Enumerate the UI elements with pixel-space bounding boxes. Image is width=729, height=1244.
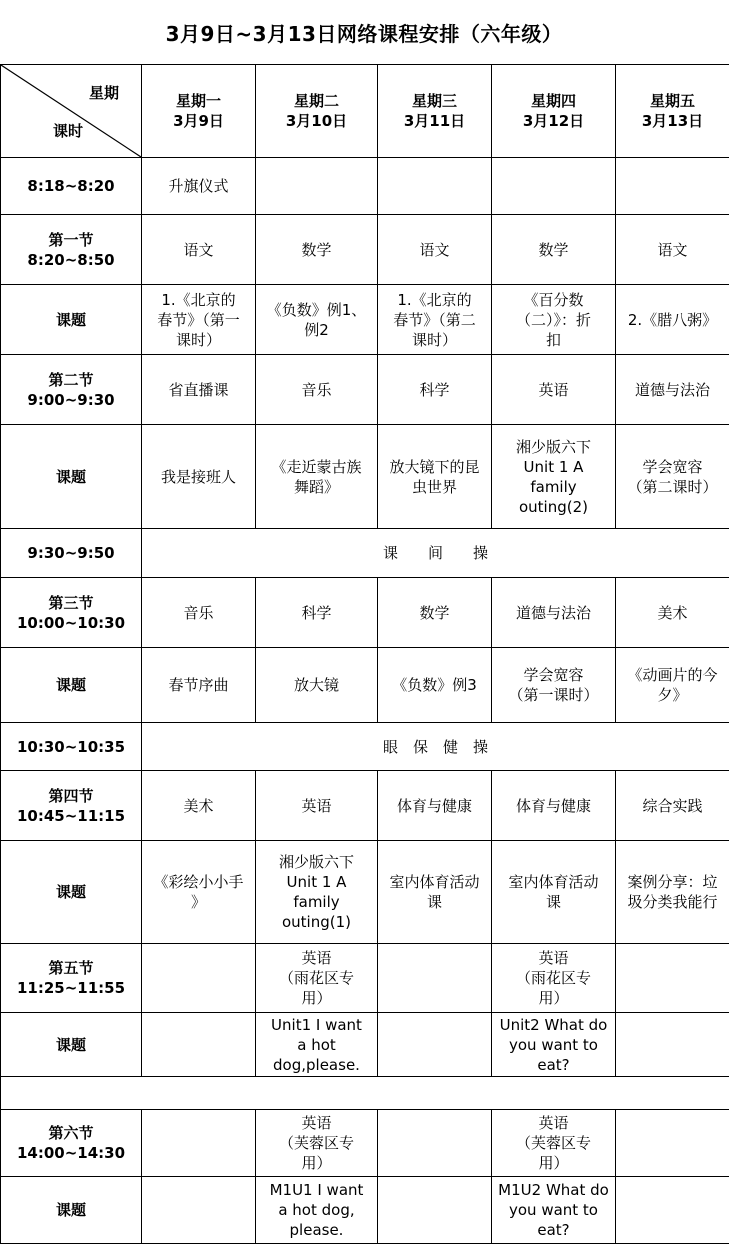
cell-line: 语文	[145, 240, 252, 260]
cell-line: （第一课时）	[495, 685, 612, 705]
cell-line: 我是接班人	[145, 467, 252, 487]
schedule-table	[0, 64, 729, 1244]
cell-line: 数学	[495, 240, 612, 260]
schedule-cell	[378, 841, 492, 944]
topic-label: 课题	[4, 882, 138, 902]
cell-line: 例2	[259, 320, 374, 340]
schedule-cell	[492, 1177, 616, 1244]
period-label	[1, 723, 142, 771]
day-date: 3月12日	[495, 111, 612, 131]
cell-line: 室内体育活动	[381, 872, 488, 892]
schedule-cell	[492, 578, 616, 648]
cell-line: 数学	[259, 240, 374, 260]
period-time: 10:30~10:35	[4, 737, 138, 757]
topic-label: 课题	[4, 1200, 138, 1220]
cell-line: 用）	[259, 1153, 374, 1173]
period-name: 第三节	[4, 593, 138, 613]
schedule-cell	[142, 648, 256, 723]
cell-line: 英语	[495, 948, 612, 968]
schedule-cell	[142, 355, 256, 425]
period-label	[1, 1013, 142, 1077]
schedule-cell	[616, 355, 729, 425]
cell-line: 美术	[145, 796, 252, 816]
period-label	[1, 841, 142, 944]
schedule-cell	[616, 944, 729, 1013]
schedule-cell	[616, 1110, 729, 1177]
day-header	[142, 65, 256, 158]
spacer-cell	[1, 1077, 729, 1110]
cell-line: 案例分享：垃	[619, 872, 726, 892]
spacer-row	[1, 1077, 729, 1110]
day-date: 3月11日	[381, 111, 488, 131]
day-date: 3月9日	[145, 111, 252, 131]
cell-line: 学会宽容	[619, 457, 726, 477]
cell-line: （芙蓉区专	[495, 1133, 612, 1153]
cell-line: family	[259, 892, 374, 912]
cell-line: 《百分数	[495, 290, 612, 310]
period-name: 第五节	[4, 958, 138, 978]
period-time: 9:00~9:30	[4, 390, 138, 410]
cell-line: a hot dog,	[259, 1200, 374, 1220]
cell-line: 英语	[259, 1113, 374, 1133]
topic-label: 课题	[4, 467, 138, 487]
cell-line: 春节》（第二	[381, 310, 488, 330]
cell-line: 《走近蒙古族	[259, 457, 374, 477]
period-label	[1, 771, 142, 841]
cell-line: 科学	[381, 380, 488, 400]
cell-line: 课	[381, 892, 488, 912]
cell-line: 英语	[259, 796, 374, 816]
cell-line: 圾分类我能行	[619, 892, 726, 912]
schedule-cell	[378, 648, 492, 723]
schedule-row	[1, 841, 729, 944]
schedule-row	[1, 648, 729, 723]
topic-label: 课题	[4, 310, 138, 330]
schedule-cell	[142, 1013, 256, 1077]
period-time: 8:20~8:50	[4, 250, 138, 270]
cell-line: M1U1 I want	[259, 1180, 374, 1200]
schedule-cell	[256, 215, 378, 285]
cell-line: eat?	[495, 1055, 612, 1075]
cell-line: 英语	[495, 1113, 612, 1133]
period-label	[1, 529, 142, 578]
cell-line: 用）	[259, 988, 374, 1008]
period-name: 第一节	[4, 230, 138, 250]
cell-line: 体育与健康	[495, 796, 612, 816]
day-weekday: 星期二	[259, 91, 374, 111]
cell-line: 春节序曲	[145, 675, 252, 695]
cell-line: 用）	[495, 1153, 612, 1173]
period-label	[1, 285, 142, 355]
period-label	[1, 578, 142, 648]
cell-line: （雨花区专	[495, 968, 612, 988]
schedule-row	[1, 1110, 729, 1177]
cell-line: 室内体育活动	[495, 872, 612, 892]
cell-line: 虫世界	[381, 477, 488, 497]
cell-line: 语文	[381, 240, 488, 260]
period-label	[1, 158, 142, 215]
schedule-cell	[378, 1110, 492, 1177]
schedule-cell	[142, 1110, 256, 1177]
cell-line: 学会宽容	[495, 665, 612, 685]
cell-line: 春节》（第一	[145, 310, 252, 330]
cell-line: 综合实践	[619, 796, 726, 816]
cell-line: 课	[495, 892, 612, 912]
period-label	[1, 1110, 142, 1177]
cell-line: 扣	[495, 330, 612, 350]
period-label	[1, 1177, 142, 1244]
cell-line: 美术	[619, 603, 726, 623]
day-weekday: 星期三	[381, 91, 488, 111]
schedule-cell	[256, 158, 378, 215]
period-label	[1, 944, 142, 1013]
cell-line: you want to	[495, 1200, 612, 1220]
schedule-cell	[256, 285, 378, 355]
schedule-row	[1, 355, 729, 425]
cell-line: 英语	[495, 380, 612, 400]
schedule-cell	[492, 944, 616, 1013]
cell-line: 《彩绘小小手	[145, 872, 252, 892]
cell-line: 课时）	[381, 330, 488, 350]
schedule-cell	[142, 944, 256, 1013]
cell-line: 音乐	[259, 380, 374, 400]
period-time: 8:18~8:20	[4, 176, 138, 196]
cell-line: M1U2 What do	[495, 1180, 612, 1200]
schedule-cell	[256, 1110, 378, 1177]
schedule-cell	[256, 355, 378, 425]
schedule-cell	[256, 425, 378, 529]
schedule-cell	[378, 944, 492, 1013]
cell-line: （雨花区专	[259, 968, 374, 988]
cell-line: 科学	[259, 603, 374, 623]
topic-label: 课题	[4, 675, 138, 695]
day-header	[256, 65, 378, 158]
schedule-cell	[378, 355, 492, 425]
schedule-cell	[616, 1177, 729, 1244]
header-row	[1, 65, 729, 158]
day-weekday: 星期五	[619, 91, 726, 111]
cell-line: outing(1)	[259, 912, 374, 932]
cell-line: 数学	[381, 603, 488, 623]
day-date: 3月13日	[619, 111, 726, 131]
cell-line: 湘少版六下	[495, 437, 612, 457]
cell-line: 用）	[495, 988, 612, 1008]
page-title: 3月9日~3月13日网络课程安排（六年级）	[0, 0, 728, 64]
schedule-cell	[256, 578, 378, 648]
break-activity-text: 课 间 操	[145, 543, 726, 563]
cell-line: 英语	[259, 948, 374, 968]
cell-line: Unit2 What do	[495, 1015, 612, 1035]
schedule-body	[1, 65, 729, 1244]
period-label	[1, 355, 142, 425]
period-time: 14:00~14:30	[4, 1143, 138, 1163]
cell-line: （芙蓉区专	[259, 1133, 374, 1153]
cell-line: Unit1 I want	[259, 1015, 374, 1035]
schedule-cell	[378, 425, 492, 529]
schedule-cell	[492, 1110, 616, 1177]
period-name: 第四节	[4, 786, 138, 806]
schedule-cell	[142, 1177, 256, 1244]
schedule-cell	[142, 841, 256, 944]
period-time: 10:00~10:30	[4, 613, 138, 633]
schedule-cell	[256, 771, 378, 841]
schedule-cell	[142, 578, 256, 648]
cell-line: outing(2)	[495, 497, 612, 517]
schedule-row	[1, 425, 729, 529]
schedule-row	[1, 771, 729, 841]
schedule-cell	[616, 215, 729, 285]
cell-line: 语文	[619, 240, 726, 260]
period-name: 第六节	[4, 1123, 138, 1143]
cell-line: 《动画片的今	[619, 665, 726, 685]
schedule-cell	[616, 1013, 729, 1077]
schedule-row	[1, 285, 729, 355]
schedule-cell	[492, 355, 616, 425]
schedule-row	[1, 578, 729, 648]
schedule-cell	[256, 944, 378, 1013]
period-label	[1, 425, 142, 529]
schedule-cell	[616, 648, 729, 723]
cell-line: 音乐	[145, 603, 252, 623]
cell-line: 体育与健康	[381, 796, 488, 816]
day-header	[492, 65, 616, 158]
cell-line: a hot	[259, 1035, 374, 1055]
schedule-cell	[142, 285, 256, 355]
schedule-cell	[378, 215, 492, 285]
schedule-cell	[378, 578, 492, 648]
break-row	[1, 723, 729, 771]
period-label	[1, 215, 142, 285]
schedule-cell	[492, 648, 616, 723]
break-activity	[142, 529, 729, 578]
schedule-cell	[378, 158, 492, 215]
corner-diagonal	[1, 65, 141, 157]
schedule-row	[1, 215, 729, 285]
schedule-cell	[492, 841, 616, 944]
cell-line: 道德与法治	[495, 603, 612, 623]
topic-label: 课题	[4, 1035, 138, 1055]
cell-line: 1.《北京的	[145, 290, 252, 310]
cell-line: 放大镜	[259, 675, 374, 695]
corner-weekday-label: 星期	[89, 83, 119, 103]
schedule-cell	[142, 425, 256, 529]
cell-line: 《负数》例3	[381, 675, 488, 695]
day-header	[616, 65, 729, 158]
schedule-cell	[492, 771, 616, 841]
cell-line: 舞蹈》	[259, 477, 374, 497]
schedule-cell	[492, 158, 616, 215]
period-time: 10:45~11:15	[4, 806, 138, 826]
corner-period-label: 课时	[53, 121, 83, 141]
cell-line: 夕》	[619, 685, 726, 705]
schedule-cell	[616, 285, 729, 355]
schedule-cell	[492, 285, 616, 355]
cell-line: （二）》：折	[495, 310, 612, 330]
schedule-row	[1, 1013, 729, 1077]
schedule-cell	[142, 215, 256, 285]
schedule-cell	[492, 215, 616, 285]
schedule-cell	[616, 841, 729, 944]
schedule-cell	[378, 285, 492, 355]
day-weekday: 星期四	[495, 91, 612, 111]
cell-line: 升旗仪式	[145, 176, 252, 196]
schedule-row	[1, 1177, 729, 1244]
cell-line: 放大镜下的昆	[381, 457, 488, 477]
schedule-row	[1, 944, 729, 1013]
schedule-cell	[256, 1013, 378, 1077]
cell-line: 》	[145, 892, 252, 912]
break-activity	[142, 723, 729, 771]
schedule-cell	[616, 578, 729, 648]
schedule-cell	[378, 1177, 492, 1244]
cell-line: Unit 1 A	[259, 872, 374, 892]
cell-line: dog,please.	[259, 1055, 374, 1075]
period-time: 9:30~9:50	[4, 543, 138, 563]
cell-line: you want to	[495, 1035, 612, 1055]
schedule-row	[1, 158, 729, 215]
cell-line: 道德与法治	[619, 380, 726, 400]
cell-line: eat?	[495, 1220, 612, 1240]
schedule-cell	[378, 771, 492, 841]
cell-line: 《负数》例1、	[259, 300, 374, 320]
period-label	[1, 648, 142, 723]
schedule-cell	[492, 1013, 616, 1077]
schedule-cell	[256, 841, 378, 944]
schedule-cell	[256, 648, 378, 723]
cell-line: （第二课时）	[619, 477, 726, 497]
schedule-cell	[616, 771, 729, 841]
schedule-cell	[492, 425, 616, 529]
cell-line: 省直播课	[145, 380, 252, 400]
cell-line: please.	[259, 1220, 374, 1240]
schedule-cell	[616, 425, 729, 529]
day-header	[378, 65, 492, 158]
schedule-cell	[142, 158, 256, 215]
cell-line: 2.《腊八粥》	[619, 310, 726, 330]
break-activity-text: 眼 保 健 操	[145, 737, 726, 757]
period-time: 11:25~11:55	[4, 978, 138, 998]
cell-line: 湘少版六下	[259, 852, 374, 872]
cell-line: 1.《北京的	[381, 290, 488, 310]
schedule-cell	[256, 1177, 378, 1244]
schedule-cell	[616, 158, 729, 215]
schedule-cell	[378, 1013, 492, 1077]
cell-line: 课时）	[145, 330, 252, 350]
corner-cell	[1, 65, 142, 158]
break-row	[1, 529, 729, 578]
cell-line: family	[495, 477, 612, 497]
day-date: 3月10日	[259, 111, 374, 131]
schedule-cell	[142, 771, 256, 841]
day-weekday: 星期一	[145, 91, 252, 111]
period-name: 第二节	[4, 370, 138, 390]
cell-line: Unit 1 A	[495, 457, 612, 477]
